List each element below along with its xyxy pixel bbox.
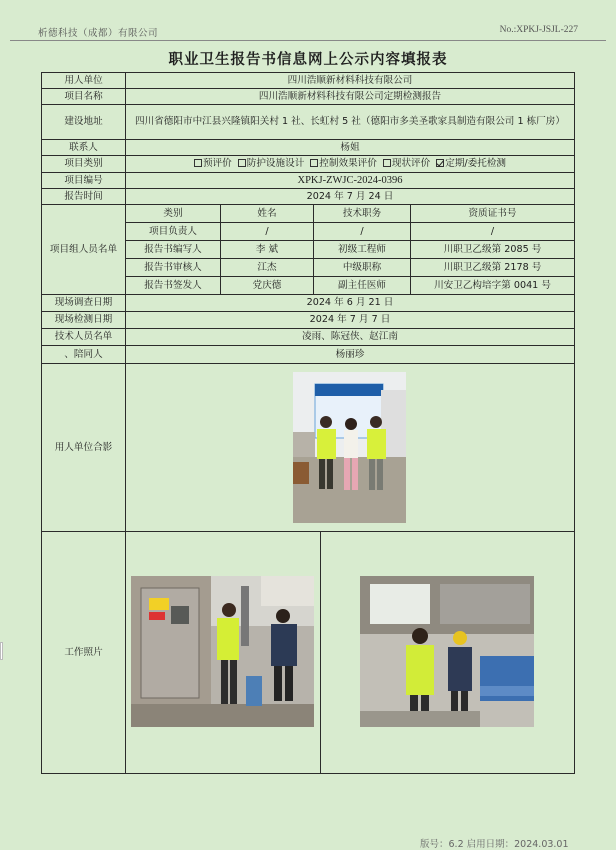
test-date-value: 2024 年 7 月 7 日 (125, 311, 575, 329)
report-time-value: 2024 年 7 月 24 日 (125, 188, 575, 205)
team-name: / (220, 222, 314, 241)
address-value: 四川省德阳市中江县兴隆镇阳关村 1 社、长虹村 5 社（德阳市多美圣歌家具制造有限公司 1 栋厂房） (125, 104, 575, 140)
group-photo (293, 372, 406, 523)
team-title: 副主任医师 (313, 276, 411, 295)
company-header: 析德科技（成都）有限公司 (38, 28, 159, 39)
team-cert: / (410, 222, 575, 241)
team-label: 项目组人员名单 (41, 204, 126, 295)
tech-staff-value: 凌雨、陈冠侠、赵江南 (125, 328, 575, 346)
category-label: 项目类别 (41, 155, 126, 173)
tech-staff-label: 技术人员名单 (41, 328, 126, 346)
team-name: 李 斌 (220, 240, 314, 259)
survey-date-label: 现场调查日期 (41, 294, 126, 312)
team-header: 类别 (125, 204, 221, 223)
page-title: 职业卫生报告书信息网上公示内容填报表 (168, 52, 448, 68)
survey-date-value: 2024 年 6 月 21 日 (125, 294, 575, 312)
team-header: 资质证书号 (410, 204, 575, 223)
team-cert: 川职卫乙级第 2178 号 (410, 258, 575, 277)
team-title: 初级工程师 (313, 240, 411, 259)
project-no-value: XPKJ-ZWJC-2024-0396 (125, 172, 575, 189)
category-options (125, 155, 575, 173)
team-header: 姓名 (220, 204, 314, 223)
team-role: 报告书编写人 (125, 240, 221, 259)
team-name: 江杰 (220, 258, 314, 277)
team-role: 项目负责人 (125, 222, 221, 241)
category-option[interactable]: 防护设施设计 (238, 158, 305, 170)
report-time-label: 报告时间 (41, 188, 126, 205)
team-name: 党庆德 (220, 276, 314, 295)
checkbox-icon (310, 159, 318, 167)
project-name-label: 项目名称 (41, 88, 126, 105)
category-option[interactable]: 定期/委托检测 (436, 158, 506, 170)
escort-label: 、陪同人 (41, 345, 126, 364)
team-title: 中级职称 (313, 258, 411, 277)
checkbox-icon (238, 159, 246, 167)
contact-value: 杨姐 (125, 139, 575, 156)
escort-value: 杨丽珍 (125, 345, 575, 364)
header-divider (10, 40, 606, 41)
work-photo-2 (360, 576, 534, 727)
team-cert: 川职卫乙级第 2085 号 (410, 240, 575, 259)
team-title: / (313, 222, 411, 241)
contact-label: 联系人 (41, 139, 126, 156)
team-cert: 川安卫乙构培字第 0041 号 (410, 276, 575, 295)
work-photo-1 (131, 576, 314, 727)
page-edge-tab (0, 642, 3, 660)
work-photo-label: 工作照片 (41, 531, 126, 774)
employer-value: 四川浩顺新材料科技有限公司 (125, 72, 575, 89)
category-option[interactable]: 控制效果评价 (310, 158, 377, 170)
project-no-label: 项目编号 (41, 172, 126, 189)
checkbox-icon (194, 159, 202, 167)
group-photo-label: 用人单位合影 (41, 363, 126, 532)
test-date-label: 现场检测日期 (41, 311, 126, 329)
team-role: 报告书签发人 (125, 276, 221, 295)
address-label: 建设地址 (41, 104, 126, 140)
checkbox-icon (383, 159, 391, 167)
category-option[interactable]: 预评价 (194, 158, 232, 170)
document-number: No.:XPKJ-JSJL-227 (499, 25, 578, 35)
category-option[interactable]: 现状评价 (383, 158, 430, 170)
checkbox-checked-icon (436, 159, 444, 167)
employer-label: 用人单位 (41, 72, 126, 89)
footer-version: 版号：6.2 启用日期：2024.03.01 (420, 839, 569, 850)
team-header: 技术职务 (313, 204, 411, 223)
project-name-value: 四川浩顺新材料科技有限公司定期检测报告 (125, 88, 575, 105)
team-role: 报告书审核人 (125, 258, 221, 277)
